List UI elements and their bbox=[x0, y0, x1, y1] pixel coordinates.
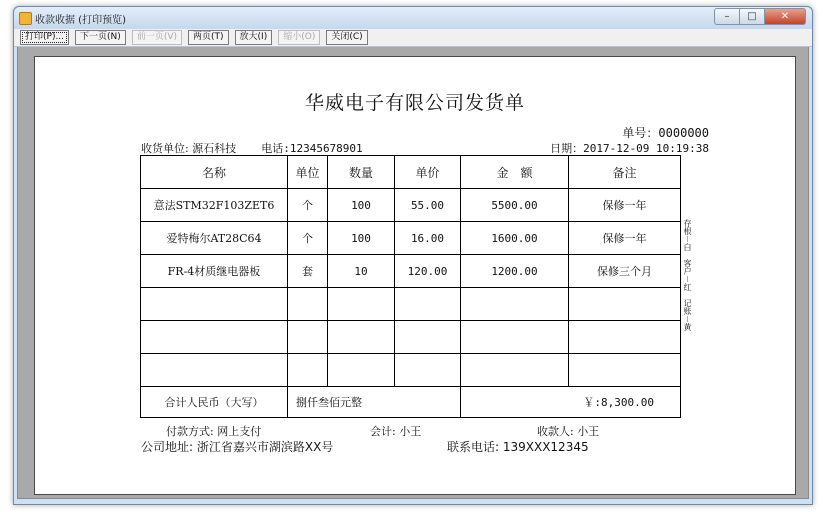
column-header: 单价 bbox=[395, 156, 461, 189]
accountant: 会计: 小王 bbox=[370, 425, 422, 438]
cashier: 收款人: 小王 bbox=[537, 425, 600, 438]
zoom-in-button[interactable]: 放大(I) bbox=[235, 30, 273, 45]
table-cell: 120.00 bbox=[395, 255, 461, 288]
close-window-button[interactable]: ✕ bbox=[765, 8, 806, 25]
table-header-row bbox=[141, 156, 681, 189]
table-cell: 100 bbox=[328, 222, 395, 255]
table-row bbox=[141, 288, 681, 321]
table-cell bbox=[141, 288, 288, 321]
goods-table bbox=[140, 155, 681, 418]
print-preview-window bbox=[13, 6, 813, 505]
minimize-button[interactable]: – bbox=[714, 8, 740, 25]
table-cell bbox=[141, 321, 288, 354]
document-number: 单号：0000000 bbox=[622, 126, 709, 140]
invoice-title: 华威电子有限公司发货单 bbox=[304, 92, 525, 114]
table-row bbox=[141, 321, 681, 354]
table-cell bbox=[328, 354, 395, 387]
table-row bbox=[141, 255, 681, 288]
preview-toolbar bbox=[14, 29, 812, 47]
table-row bbox=[141, 189, 681, 222]
table-cell: 16.00 bbox=[395, 222, 461, 255]
table-cell: 10 bbox=[328, 255, 395, 288]
table-cell: 保修一年 bbox=[569, 222, 681, 255]
total-amount: ￥:8,300.00 bbox=[461, 387, 681, 418]
window-title: 收款收据 (打印预览) bbox=[35, 15, 126, 26]
table-cell bbox=[328, 321, 395, 354]
copy-distribution-note: 存根－白 客户－红 记账－黄 bbox=[683, 219, 692, 331]
table-cell: FR-4材质继电器板 bbox=[141, 255, 288, 288]
company-address: 公司地址: 浙江省嘉兴市湖滨路XX号 bbox=[141, 440, 334, 454]
table-row bbox=[141, 222, 681, 255]
column-header: 备注 bbox=[569, 156, 681, 189]
two-pages-button[interactable]: 两页(T) bbox=[188, 30, 229, 45]
preview-area[interactable] bbox=[17, 47, 809, 499]
table-cell: 1200.00 bbox=[461, 255, 569, 288]
table-cell bbox=[288, 354, 328, 387]
receiver-phone: 电话:12345678901 bbox=[261, 142, 363, 155]
window-controls bbox=[714, 8, 806, 25]
table-cell bbox=[461, 288, 569, 321]
zoom-out-button[interactable]: 缩小(O) bbox=[278, 30, 320, 45]
table-cell: 100 bbox=[328, 189, 395, 222]
column-header: 名称 bbox=[141, 156, 288, 189]
column-header: 单位 bbox=[288, 156, 328, 189]
table-cell bbox=[328, 288, 395, 321]
previous-page-button[interactable]: 前一页(V) bbox=[132, 30, 182, 45]
table-cell bbox=[569, 354, 681, 387]
receiver-unit: 收货单位: 源石科技 bbox=[141, 142, 237, 155]
table-cell bbox=[395, 321, 461, 354]
column-header: 数量 bbox=[328, 156, 395, 189]
column-header: 金 额 bbox=[461, 156, 569, 189]
table-cell: 5500.00 bbox=[461, 189, 569, 222]
table-cell bbox=[569, 321, 681, 354]
table-row bbox=[141, 354, 681, 387]
table-cell: 套 bbox=[288, 255, 328, 288]
invoice-document bbox=[35, 57, 795, 494]
table-cell: 保修三个月 bbox=[569, 255, 681, 288]
total-in-words: 捌仟叁佰元整 bbox=[288, 387, 461, 418]
table-cell: 55.00 bbox=[395, 189, 461, 222]
table-cell bbox=[288, 321, 328, 354]
close-preview-button[interactable]: 关闭(C) bbox=[326, 30, 367, 45]
table-cell: 个 bbox=[288, 222, 328, 255]
print-button[interactable]: 打印(P)... bbox=[20, 30, 69, 45]
table-cell: 爱特梅尔AT28C64 bbox=[141, 222, 288, 255]
table-cell bbox=[569, 288, 681, 321]
contact-phone: 联系电话: 139XXX12345 bbox=[447, 440, 589, 454]
maximize-button[interactable]: □ bbox=[740, 8, 765, 25]
total-row bbox=[141, 387, 681, 418]
next-page-button[interactable]: 下一页(N) bbox=[75, 30, 126, 45]
table-cell: 意法STM32F103ZET6 bbox=[141, 189, 288, 222]
table-cell bbox=[395, 288, 461, 321]
title-bar[interactable] bbox=[14, 7, 812, 29]
table-cell: 保修一年 bbox=[569, 189, 681, 222]
table-cell bbox=[288, 288, 328, 321]
receiver-info bbox=[141, 140, 363, 156]
table-cell bbox=[461, 354, 569, 387]
invoice-date: 日期：2017-12-09 10:19:38 bbox=[550, 142, 709, 155]
table-cell bbox=[395, 354, 461, 387]
table-cell bbox=[461, 321, 569, 354]
preview-page bbox=[34, 56, 796, 495]
table-cell: 个 bbox=[288, 189, 328, 222]
table-cell: 1600.00 bbox=[461, 222, 569, 255]
app-icon bbox=[19, 12, 32, 25]
total-label: 合计人民币（大写） bbox=[141, 387, 288, 418]
payment-method: 付款方式: 网上支付 bbox=[166, 425, 262, 438]
table-cell bbox=[141, 354, 288, 387]
